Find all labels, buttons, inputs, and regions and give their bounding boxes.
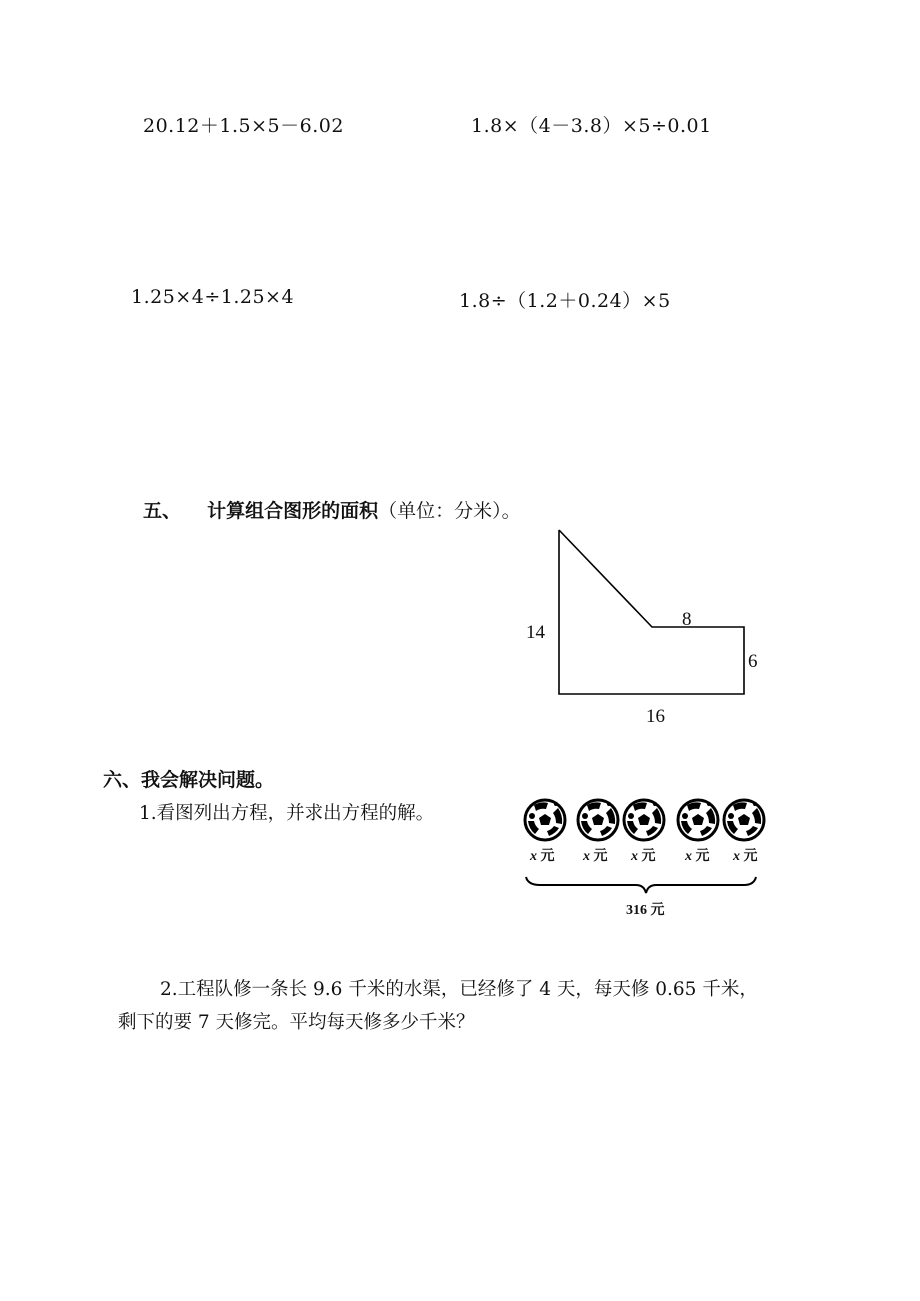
section5-number: 五、 <box>143 500 182 522</box>
composite-shape-figure <box>520 525 770 735</box>
question-2-line-1: 2.工程队修一条长 9.6 千米的水渠，已经修了 4 天，每天修 0.65 千米， <box>160 979 758 1000</box>
soccer-ball-icon <box>678 800 718 840</box>
question-1: 1.看图列出方程，并求出方程的解。 <box>139 803 435 824</box>
soccer-ball-icon <box>578 800 618 840</box>
section5-unit-note: （单位：分米）。 <box>378 500 521 522</box>
soccer-ball-icon <box>624 800 664 840</box>
total-brace <box>526 877 756 893</box>
label-top-step: 8 <box>682 609 692 630</box>
question-2-line-2: 剩下的要 7 天修完。平均每天修多少千米？ <box>118 1012 475 1033</box>
expression-2: 1.8×（4－3.8）×5÷0.01 <box>471 115 712 137</box>
section5-title: 计算组合图形的面积 <box>207 500 379 522</box>
label-bottom-width: 16 <box>646 706 665 727</box>
soccer-ball-icon <box>525 800 565 840</box>
ball-price-label: x 元 <box>631 849 656 864</box>
ball-price-label: x 元 <box>583 849 608 864</box>
expression-3: 1.25×4÷1.25×4 <box>131 286 295 308</box>
expression-4: 1.8÷（1.2＋0.24）×5 <box>459 290 671 312</box>
ball-price-label: x 元 <box>530 849 555 864</box>
label-right-height: 6 <box>748 651 758 672</box>
ball-price-label: x 元 <box>685 849 710 864</box>
section6-title: 六、我会解决问题。 <box>103 769 275 791</box>
ball-price-label: x 元 <box>733 849 758 864</box>
composite-shape-outline <box>559 530 744 694</box>
total-price-label: 316 元 <box>626 903 665 918</box>
label-left-height: 14 <box>526 622 545 643</box>
expression-1: 20.12＋1.5×5－6.02 <box>143 115 344 137</box>
section5-heading <box>143 496 521 523</box>
soccer-ball-icon <box>724 800 764 840</box>
